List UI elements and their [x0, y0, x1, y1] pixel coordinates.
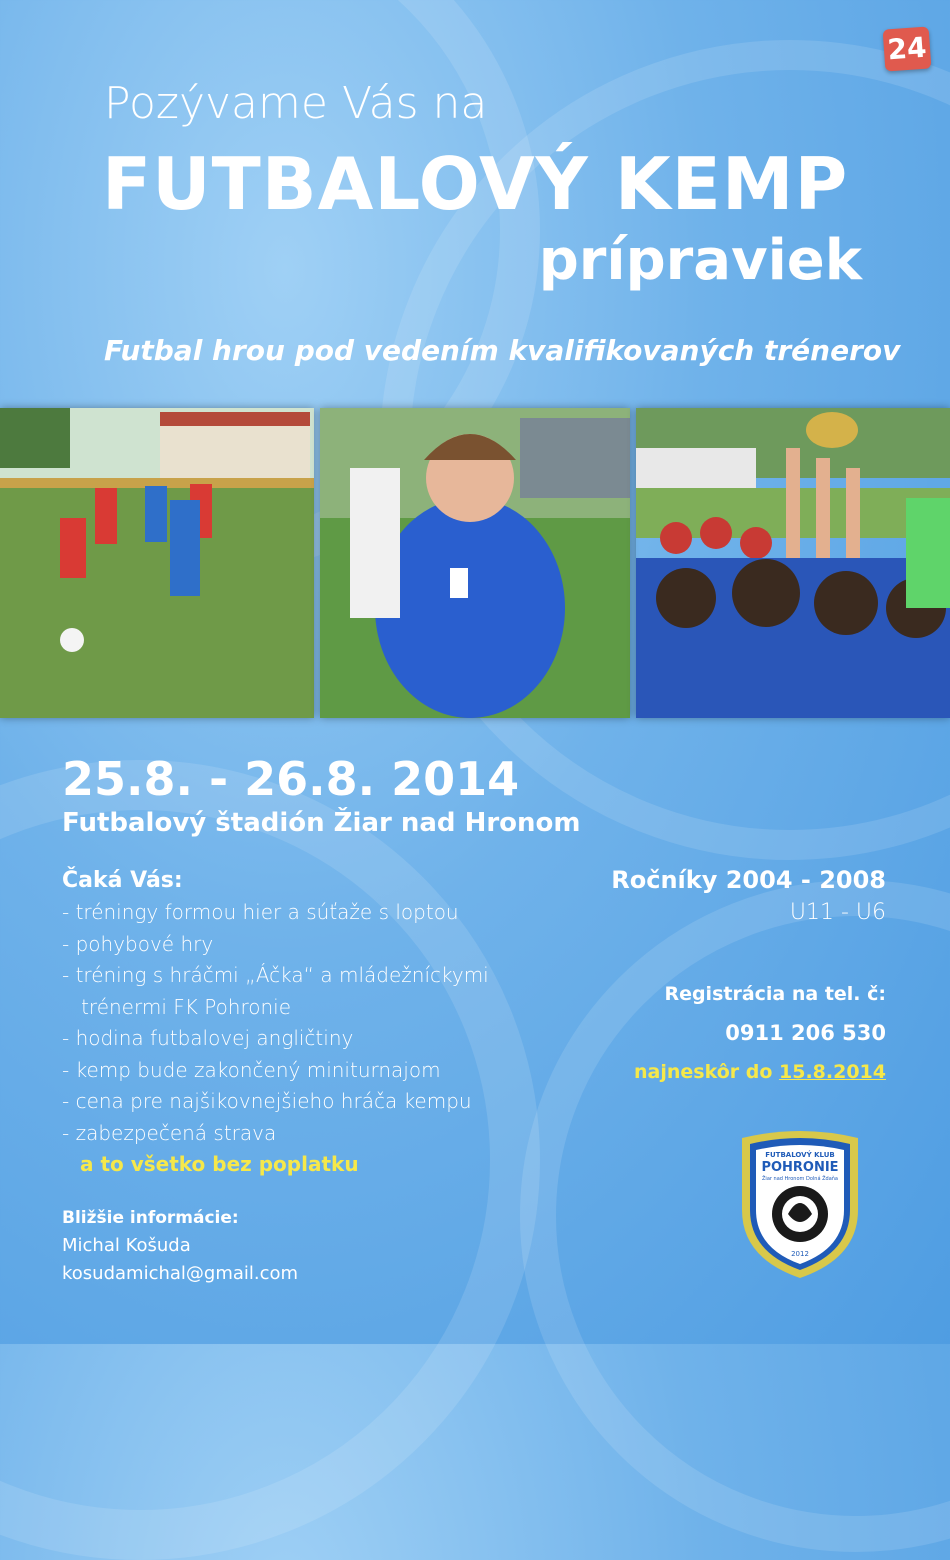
photo-strip: [0, 408, 950, 718]
event-date: 25.8. - 26.8. 2014: [62, 752, 520, 806]
club-crest: [738, 1130, 862, 1280]
list-item: - kemp bude zakončený miniturnajom: [62, 1057, 441, 1082]
deadline-prefix: najneskôr do: [633, 1061, 773, 1083]
deadline-date: 15.8.2014: [779, 1061, 886, 1083]
crest-club-name: POHRONIE: [761, 1160, 839, 1175]
list-item: - cena pre najšikovnejšieho hráča kempu: [62, 1089, 472, 1113]
registration-block: [611, 866, 886, 1083]
invite-text: Pozývame Vás na: [104, 78, 488, 129]
list-item: - hodina futbalovej angličtiny: [62, 1026, 354, 1050]
list-item: - zabezpečená strava: [62, 1120, 277, 1145]
contact-block: [62, 1204, 298, 1288]
registration-phone[interactable]: 0911 206 530: [725, 1021, 886, 1045]
list-item: - tréningy formou hier a súťaže s loptou: [62, 900, 459, 924]
logo-24-badge: 24: [883, 26, 932, 71]
registration-deadline: [611, 1061, 886, 1083]
poster-title: FUTBALOVÝ KEMP: [102, 142, 849, 226]
free-of-charge-note: a to všetko bez poplatku: [80, 1152, 359, 1176]
age-categories: U11 - U6: [789, 900, 886, 925]
program-block: [62, 868, 582, 1179]
photo-match: [0, 408, 314, 718]
poster-subtitle: prípraviek: [538, 228, 862, 293]
program-list: [62, 897, 582, 1149]
list-item: - pohybové hry: [62, 931, 214, 956]
tagline: Futbal hrou pod vedením kvalifikovaných trénerov: [104, 334, 901, 367]
birth-years: Ročníky 2004 - 2008: [611, 866, 886, 894]
crest-club-town: Žiar nad Hronom Dolná Ždaňa: [762, 1176, 838, 1182]
contact-heading: Bližšie informácie:: [62, 1208, 239, 1228]
list-item: trénermi FK Pohronie: [62, 994, 292, 1019]
crest-year: 2012: [791, 1250, 809, 1258]
program-heading: Čaká Vás:: [62, 868, 183, 893]
list-item: - tréning s hráčmi „Áčka“ a mládežníckymi: [62, 963, 489, 987]
registration-label: Registrácia na tel. č:: [664, 983, 886, 1005]
contact-email[interactable]: kosudamichal@gmail.com: [62, 1263, 299, 1284]
photo-trophy: [636, 408, 950, 718]
event-venue: Futbalový štadión Žiar nad Hronom: [62, 808, 581, 838]
crest-club-label: FUTBALOVÝ KLUB: [765, 1151, 835, 1159]
contact-name: Michal Košuda: [62, 1235, 191, 1256]
photo-player: [320, 408, 630, 718]
